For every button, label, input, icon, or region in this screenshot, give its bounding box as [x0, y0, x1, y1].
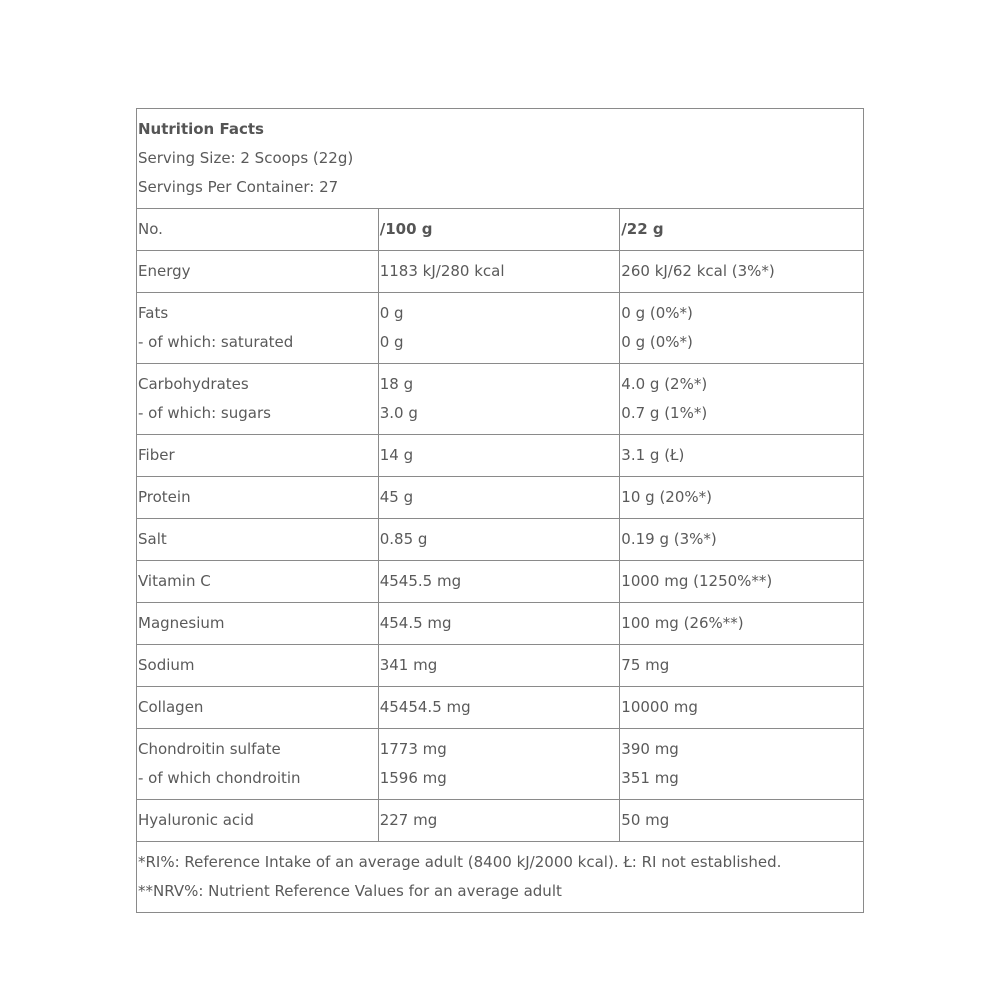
nutrient-value: 0 g (0%*) — [621, 304, 693, 322]
nutrient-value: 0 g (0%*) — [621, 333, 693, 351]
per22-value-cell — [620, 519, 864, 561]
per100-value-cell — [378, 800, 620, 842]
column-header-per100: /100 g — [378, 209, 620, 251]
table-header-block — [137, 109, 864, 209]
nutrient-label: Hyaluronic acid — [138, 811, 254, 829]
nutrient-name-cell — [137, 800, 379, 842]
per22-value-cell — [620, 477, 864, 519]
per22-value-cell — [620, 645, 864, 687]
footnote-nrv: **NRV%: Nutrient Reference Values for an average adult — [138, 882, 562, 900]
per100-value-cell — [378, 477, 620, 519]
table-row — [137, 561, 864, 603]
nutrient-name-cell — [137, 293, 379, 364]
nutrient-value: 14 g — [379, 446, 414, 464]
nutrient-value: 0.19 g (3%*) — [621, 530, 717, 548]
nutrient-name-cell — [137, 687, 379, 729]
nutrient-label: Carbohydrates — [138, 375, 249, 393]
nutrient-value: 227 mg — [379, 811, 438, 829]
nutrient-name-cell — [137, 645, 379, 687]
column-header-name: No. — [137, 209, 379, 251]
table-row — [137, 729, 864, 800]
per100-value-cell — [378, 645, 620, 687]
table-row — [137, 364, 864, 435]
footnote-ri: *RI%: Reference Intake of an average adult (8400 kJ/2000 kcal). Ł: RI not established. — [138, 853, 782, 871]
per100-value-cell — [378, 687, 620, 729]
nutrient-value: 18 g — [379, 375, 414, 393]
nutrient-value: 1773 mg — [379, 740, 447, 758]
nutrient-label: - of which: sugars — [138, 404, 271, 422]
nutrient-label: - of which chondroitin — [138, 769, 301, 787]
nutrient-label: Salt — [138, 530, 167, 548]
per22-value-cell — [620, 603, 864, 645]
nutrient-value: 454.5 mg — [379, 614, 452, 632]
per22-value-cell — [620, 251, 864, 293]
nutrient-value: 75 mg — [621, 656, 670, 674]
nutrient-value: 0.7 g (1%*) — [621, 404, 708, 422]
table-row — [137, 435, 864, 477]
table-row — [137, 293, 864, 364]
table-row — [137, 477, 864, 519]
nutrient-name-cell — [137, 364, 379, 435]
nutrient-label: Sodium — [138, 656, 195, 674]
table-row — [137, 251, 864, 293]
serving-size: Serving Size: 2 Scoops (22g) — [138, 149, 354, 167]
column-header-row — [137, 209, 864, 251]
table-row — [137, 603, 864, 645]
per100-value-cell — [378, 364, 620, 435]
per100-value-cell — [378, 251, 620, 293]
per100-value-cell — [378, 293, 620, 364]
per100-value-cell — [378, 435, 620, 477]
per22-value-cell — [620, 435, 864, 477]
per22-value-cell — [620, 293, 864, 364]
nutrient-value: 10000 mg — [621, 698, 698, 716]
nutrient-value: 260 kJ/62 kcal (3%*) — [621, 262, 775, 280]
table-row — [137, 519, 864, 561]
table-row — [137, 800, 864, 842]
nutrient-value: 1183 kJ/280 kcal — [379, 262, 505, 280]
nutrient-value: 390 mg — [621, 740, 679, 758]
nutrient-name-cell — [137, 435, 379, 477]
nutrient-name-cell — [137, 603, 379, 645]
servings-per-container: Servings Per Container: 27 — [138, 178, 339, 196]
per22-value-cell — [620, 561, 864, 603]
table-row — [137, 687, 864, 729]
nutrient-label: Fats — [138, 304, 169, 322]
nutrient-value: 3.1 g (Ł) — [621, 446, 685, 464]
nutrient-name-cell — [137, 729, 379, 800]
nutrition-table — [136, 108, 864, 913]
per22-value-cell — [620, 729, 864, 800]
nutrient-label: Collagen — [138, 698, 204, 716]
nutrient-value: 1000 mg (1250%**) — [621, 572, 773, 590]
per100-value-cell — [378, 603, 620, 645]
nutrient-value: 351 mg — [621, 769, 679, 787]
nutrient-value: 1596 mg — [379, 769, 447, 787]
nutrient-label: Magnesium — [138, 614, 225, 632]
nutrient-value: 0.85 g — [379, 530, 428, 548]
column-header-per22: /22 g — [620, 209, 864, 251]
nutrient-value: 3.0 g — [379, 404, 418, 422]
nutrient-label: Protein — [138, 488, 191, 506]
footnote-row — [137, 842, 864, 913]
nutrient-value: 100 mg (26%**) — [621, 614, 744, 632]
serving-info-cell — [137, 109, 864, 209]
per100-value-cell — [378, 561, 620, 603]
nutrient-value: 10 g (20%*) — [621, 488, 712, 506]
nutrient-value: 0 g — [379, 333, 404, 351]
nutrient-label: - of which: saturated — [138, 333, 294, 351]
nutrient-name-cell — [137, 561, 379, 603]
nutrient-label: Chondroitin sulfate — [138, 740, 281, 758]
nutrient-value: 50 mg — [621, 811, 670, 829]
nutrient-label: Fiber — [138, 446, 175, 464]
nutrient-value: 4545.5 mg — [379, 572, 462, 590]
nutrient-value: 45454.5 mg — [379, 698, 471, 716]
footnote-cell — [137, 842, 864, 913]
nutrition-title: Nutrition Facts — [138, 120, 264, 138]
nutrient-value: 0 g — [379, 304, 404, 322]
table-row — [137, 645, 864, 687]
per22-value-cell — [620, 800, 864, 842]
nutrient-name-cell — [137, 251, 379, 293]
per22-value-cell — [620, 687, 864, 729]
nutrient-name-cell — [137, 519, 379, 561]
nutrient-name-cell — [137, 477, 379, 519]
nutrient-label: Vitamin C — [138, 572, 211, 590]
nutrient-label: Energy — [138, 262, 191, 280]
nutrient-value: 341 mg — [379, 656, 438, 674]
per100-value-cell — [378, 519, 620, 561]
nutrient-value: 4.0 g (2%*) — [621, 375, 708, 393]
nutrient-value: 45 g — [379, 488, 414, 506]
per100-value-cell — [378, 729, 620, 800]
per22-value-cell — [620, 364, 864, 435]
